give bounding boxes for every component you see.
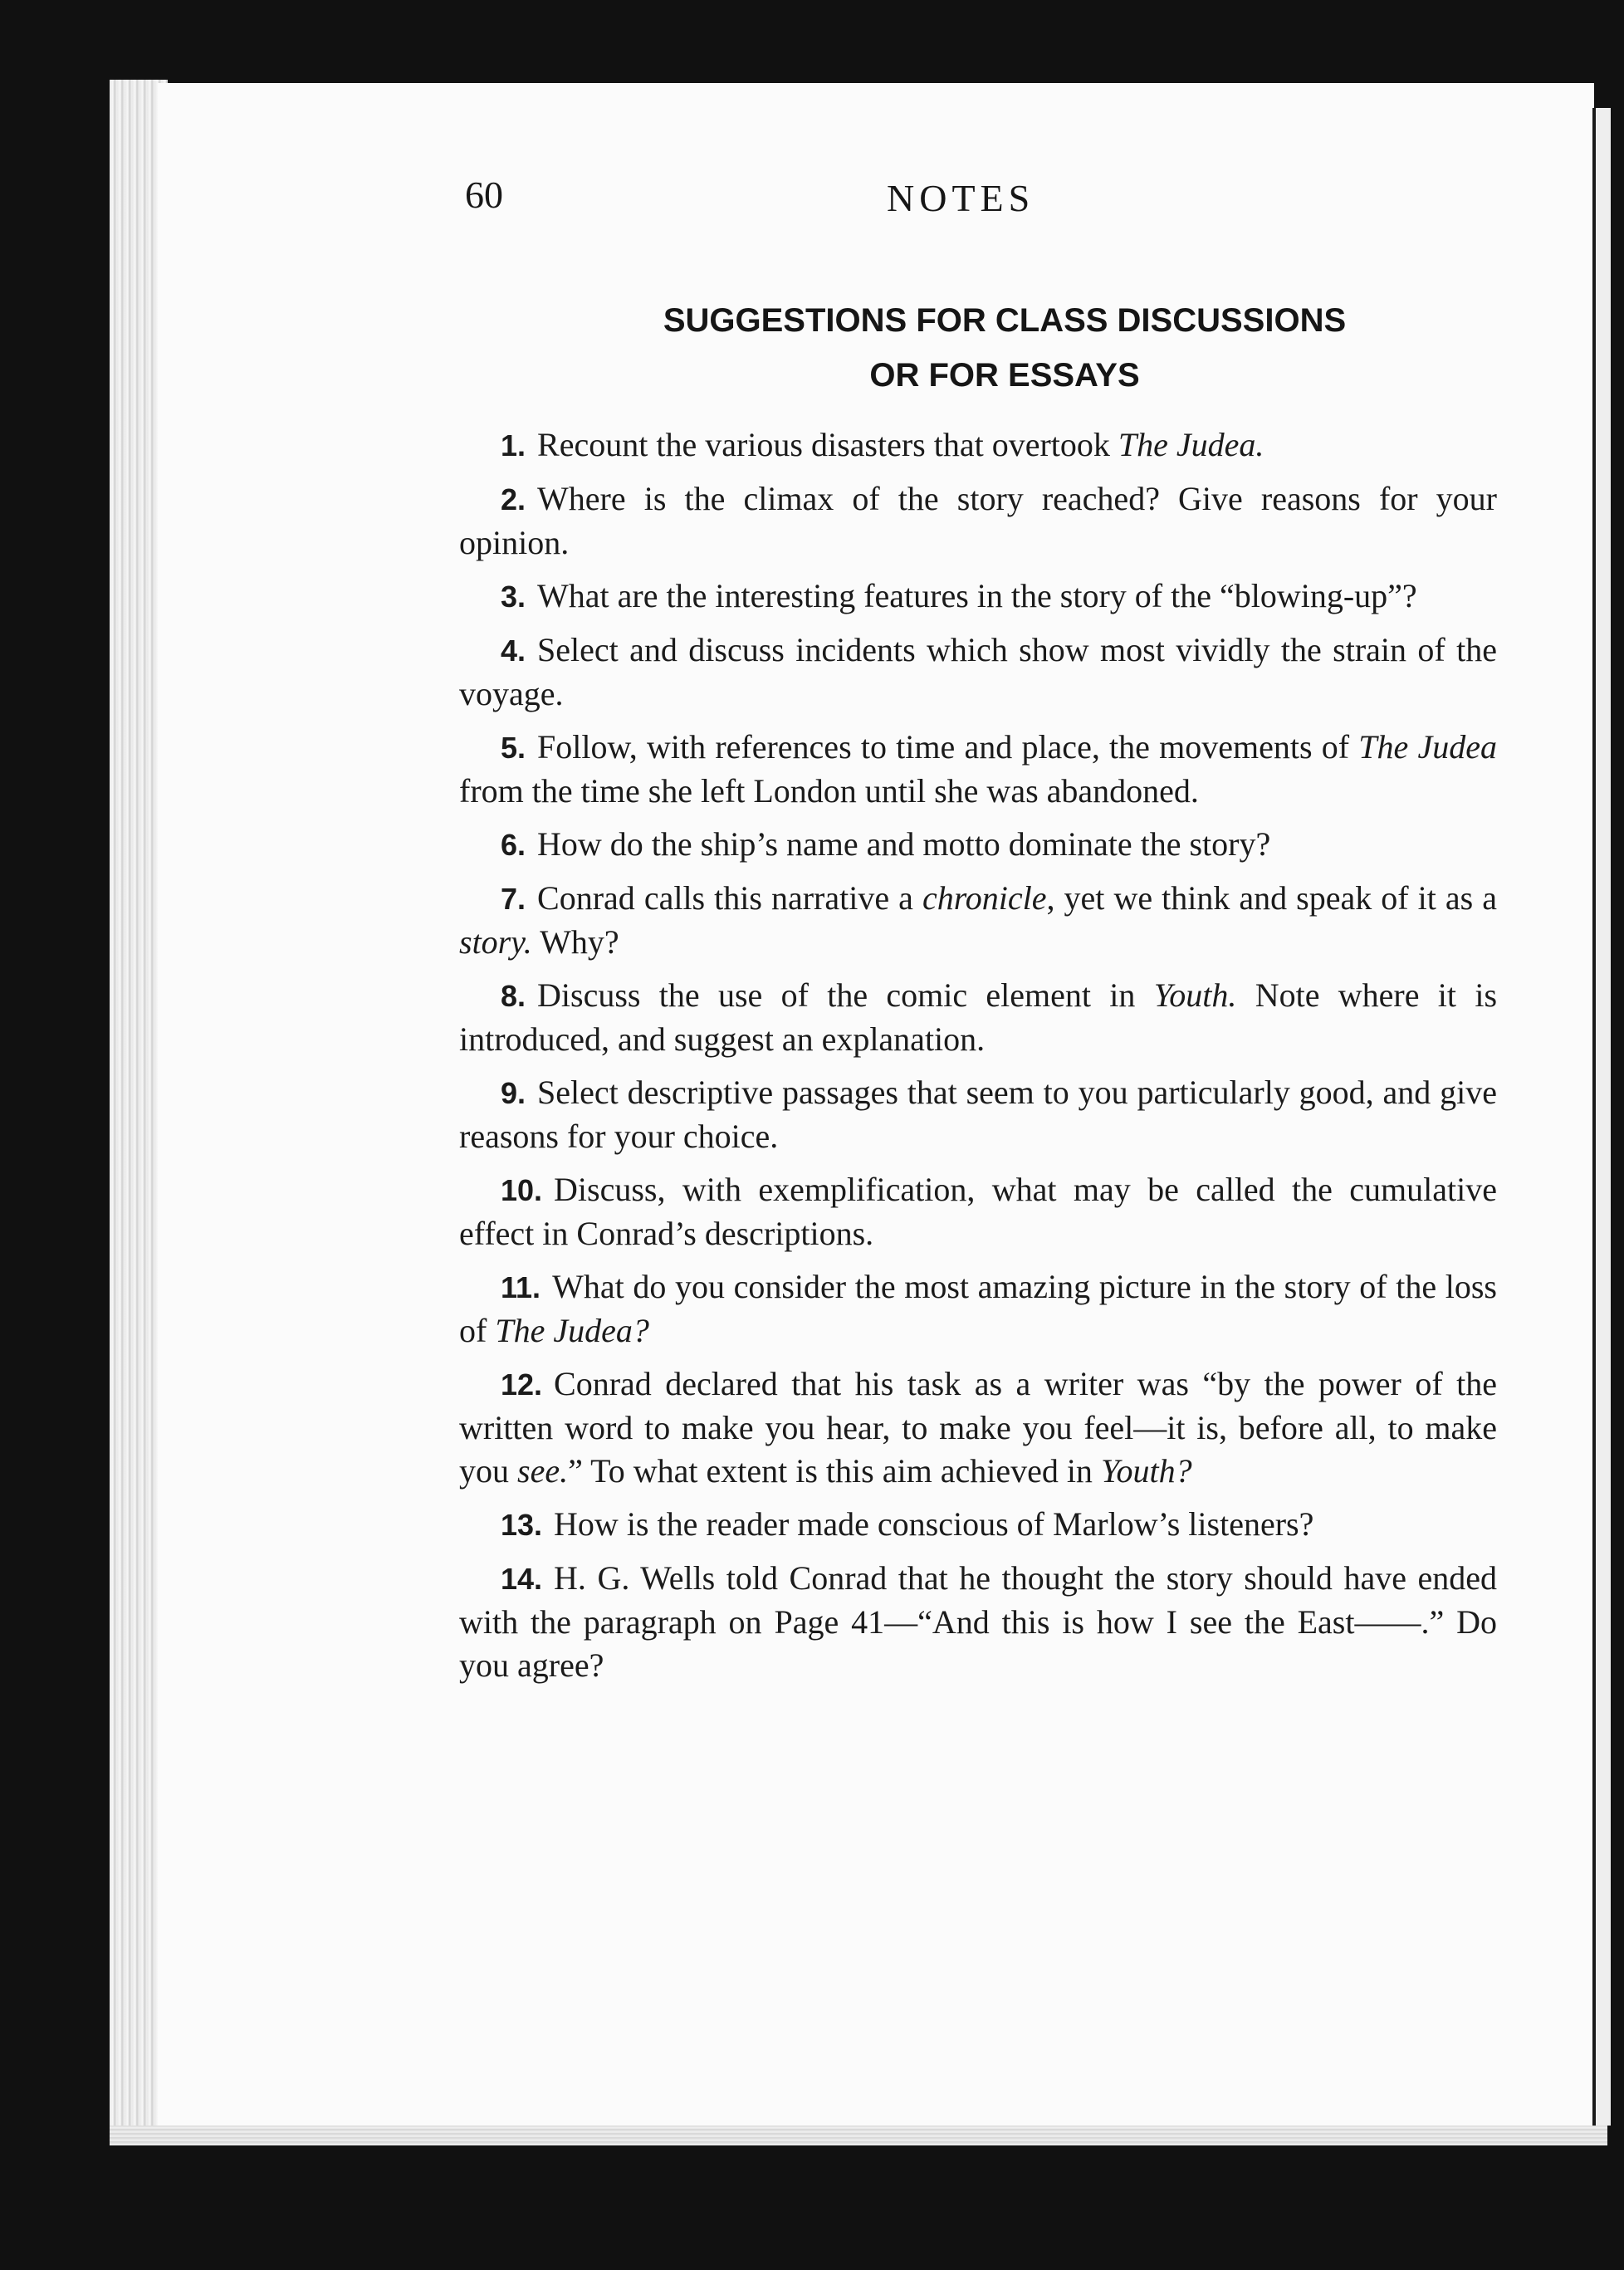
question-number: 2. [501,482,526,516]
question-text: , yet we think and speak of it as a [1046,879,1498,917]
italic-text: The Judea. [1118,426,1264,463]
question-number: 8. [501,979,526,1013]
question-text: What do you consider the most amazing picture in the story of the loss of [459,1268,1497,1349]
question-number: 3. [501,580,526,614]
question-item [459,1168,1497,1255]
italic-text: Youth? [1100,1452,1192,1490]
question-text: Why? [531,923,619,961]
question-item [459,1265,1497,1353]
page-number: 60 [465,174,503,216]
question-item [459,823,1497,867]
italic-text: Youth. [1153,976,1237,1014]
question-text: Note where it is introduced, and suggest an explanation. [459,976,1498,1058]
question-text: Conrad declared that his task as a writer was “by the power of the written word to make you hear, to make you feel—it is, before all, to make you [459,1365,1497,1490]
question-item [459,1362,1497,1493]
question-number: 6. [501,828,526,862]
question-item [459,726,1497,813]
question-number: 7. [501,882,526,916]
question-text: How is the reader made conscious of Marlow’s listeners? [554,1505,1314,1543]
question-item [459,974,1497,1061]
question-text: Select and discuss incidents which show most vividly the strain of the voyage. [459,631,1497,712]
question-number: 9. [501,1076,526,1110]
italic-text: story. [459,923,532,961]
question-item [459,1071,1497,1158]
running-head: NOTES [887,177,1035,219]
facing-page-edge [1592,108,1611,2126]
question-text: from the time she left London until she was abandoned. [459,772,1199,810]
question-text: H. G. Wells told Conrad that he thought the story should have ended with the paragraph on Page 41—“And this is how I see the East——.” Do you agree? [459,1559,1497,1684]
page-bottom-edge [110,2126,1607,2145]
question-text: ” To what extent is this aim achieved in [568,1452,1101,1490]
question-text: Discuss, with exemplification, what may be called the cumulative effect in Conrad’s descriptions. [459,1171,1497,1252]
question-item [459,575,1497,619]
question-number: 4. [501,634,526,668]
question-number: 11. [501,1270,541,1304]
question-item [459,423,1497,467]
question-text: Conrad calls this narrative a [537,879,922,917]
italic-text: see. [517,1452,569,1490]
question-text: How do the ship’s name and motto dominate the story? [537,825,1271,863]
question-number: 13. [501,1508,543,1542]
question-number: 12. [501,1367,543,1402]
question-text: Where is the climax of the story reached? Give reasons for your opinion. [459,480,1497,561]
question-item [459,1557,1497,1687]
section-heading-line-1: SUGGESTIONS FOR CLASS DISCUSSIONS [663,302,1347,339]
italic-text: The Judea? [495,1312,649,1349]
question-number: 5. [501,731,526,765]
italic-text: The Judea [1358,728,1498,766]
question-number: 10. [501,1173,543,1207]
question-item [459,477,1497,565]
question-text: Follow, with references to time and place, the movements of [537,728,1359,766]
question-text: Recount the various disasters that overtook [537,426,1118,463]
question-item [459,629,1497,716]
italic-text: chronicle [922,879,1047,917]
question-text: Select descriptive passages that seem to you particularly good, and give reasons for your choice. [459,1074,1497,1155]
question-number: 1. [501,428,526,462]
section-heading-line-2: OR FOR ESSAYS [869,357,1140,394]
question-item [459,1503,1497,1547]
question-text: Discuss the use of the comic element in [537,976,1154,1014]
question-item [459,877,1497,964]
discussion-question-list [459,423,1497,1697]
question-number: 14. [501,1562,543,1596]
question-text: What are the interesting features in the story of the “blowing-up”? [537,577,1417,614]
